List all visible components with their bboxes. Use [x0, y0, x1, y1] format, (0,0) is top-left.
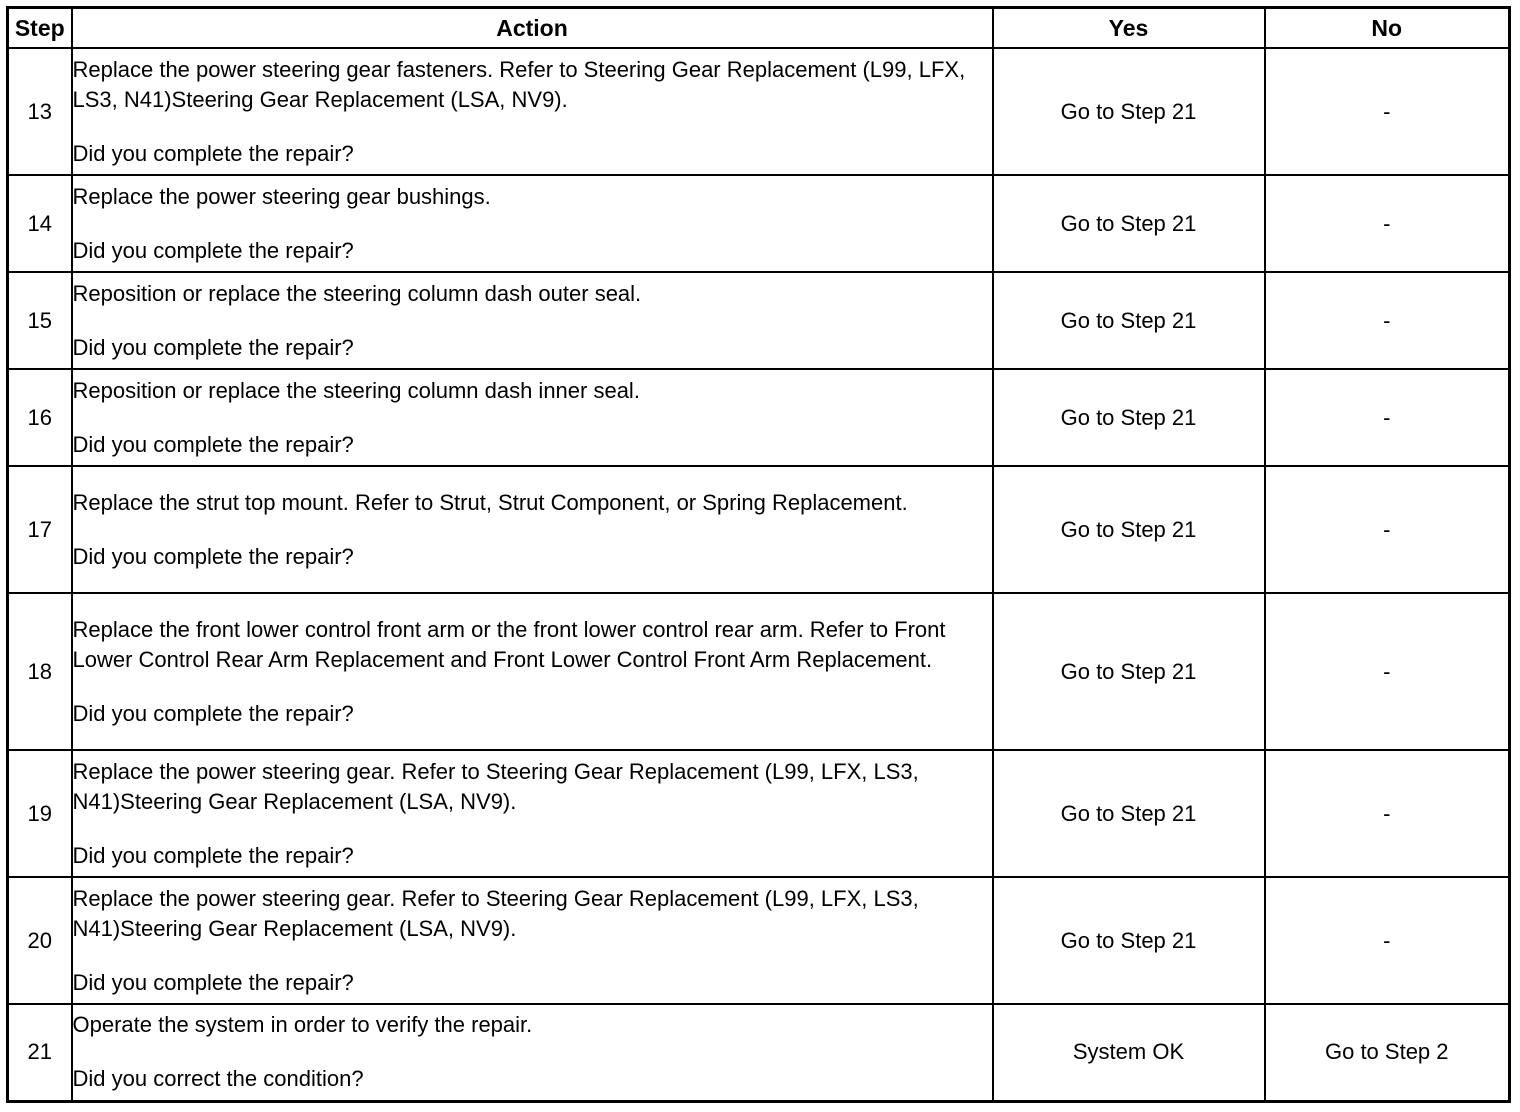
action-question: Did you complete the repair? [72, 543, 354, 569]
yes-result: Go to Step 21 [993, 593, 1265, 750]
step-number: 15 [8, 272, 72, 369]
yes-result: Go to Step 21 [993, 272, 1265, 369]
step-number: 18 [8, 593, 72, 750]
yes-result: Go to Step 21 [993, 175, 1265, 272]
action-question: Did you correct the condition? [72, 1066, 364, 1092]
table-row [8, 272, 1510, 369]
action-instruction: Replace the power steering gear. Refer to Steering Gear Replacement (L99, LFX, LS3, N41)Steering Gear Replacement (LSA, NV9). [72, 885, 919, 941]
action-instruction: Replace the power steering gear fasteners. Refer to Steering Gear Replacement (L99, LFX, LS3, N41)Steering Gear Replacement (LSA, NV9). [72, 56, 966, 112]
no-result: - [1265, 175, 1510, 272]
step-number: 20 [8, 877, 72, 1004]
yes-result: Go to Step 21 [993, 369, 1265, 466]
action-instruction: Operate the system in order to verify the repair. [72, 1012, 533, 1038]
step-number: 19 [8, 750, 72, 877]
table-row [8, 1004, 1510, 1101]
yes-result: Go to Step 21 [993, 877, 1265, 1004]
no-result: - [1265, 466, 1510, 593]
no-result: Go to Step 2 [1265, 1004, 1510, 1101]
action-question: Did you complete the repair? [72, 237, 354, 263]
no-result: - [1265, 593, 1510, 750]
yes-result: Go to Step 21 [993, 48, 1265, 175]
action-cell [72, 369, 993, 466]
no-result: - [1265, 48, 1510, 175]
table-row [8, 593, 1510, 750]
action-cell [72, 877, 993, 1004]
no-result: - [1265, 369, 1510, 466]
no-result: - [1265, 272, 1510, 369]
action-instruction: Replace the strut top mount. Refer to Strut, Strut Component, or Spring Replacement. [72, 489, 908, 515]
action-question: Did you complete the repair? [72, 334, 354, 360]
table-header-row [8, 8, 1510, 49]
column-header-no: No [1265, 8, 1510, 49]
action-instruction: Reposition or replace the steering column dash inner seal. [72, 377, 640, 403]
diagnostic-steps-table [6, 6, 1511, 1103]
step-number: 16 [8, 369, 72, 466]
action-cell [72, 272, 993, 369]
action-question: Did you complete the repair? [72, 969, 354, 995]
action-question: Did you complete the repair? [72, 431, 354, 457]
table-row [8, 750, 1510, 877]
action-cell [72, 466, 993, 593]
no-result: - [1265, 750, 1510, 877]
step-number: 21 [8, 1004, 72, 1101]
yes-result: System OK [993, 1004, 1265, 1101]
action-instruction: Replace the power steering gear bushings. [72, 183, 491, 209]
no-result: - [1265, 877, 1510, 1004]
table-row [8, 877, 1510, 1004]
action-cell [72, 175, 993, 272]
table-row [8, 175, 1510, 272]
step-number: 13 [8, 48, 72, 175]
column-header-step: Step [8, 8, 72, 49]
action-cell [72, 1004, 993, 1101]
action-question: Did you complete the repair? [72, 842, 354, 868]
table-row [8, 466, 1510, 593]
yes-result: Go to Step 21 [993, 466, 1265, 593]
action-cell [72, 750, 993, 877]
step-number: 17 [8, 466, 72, 593]
action-question: Did you complete the repair? [72, 140, 354, 166]
yes-result: Go to Step 21 [993, 750, 1265, 877]
table-row [8, 369, 1510, 466]
step-number: 14 [8, 175, 72, 272]
column-header-yes: Yes [993, 8, 1265, 49]
action-cell [72, 48, 993, 175]
action-instruction: Replace the power steering gear. Refer to Steering Gear Replacement (L99, LFX, LS3, N41)Steering Gear Replacement (LSA, NV9). [72, 758, 919, 814]
action-instruction: Replace the front lower control front arm or the front lower control rear arm. Refer to Front Lower Control Rear Arm Replacement and Front Lower Control Front Arm Replacement. [72, 616, 946, 672]
action-question: Did you complete the repair? [72, 700, 354, 726]
column-header-action: Action [72, 8, 993, 49]
action-instruction: Reposition or replace the steering column dash outer seal. [72, 280, 642, 306]
table-row [8, 48, 1510, 175]
action-cell [72, 593, 993, 750]
